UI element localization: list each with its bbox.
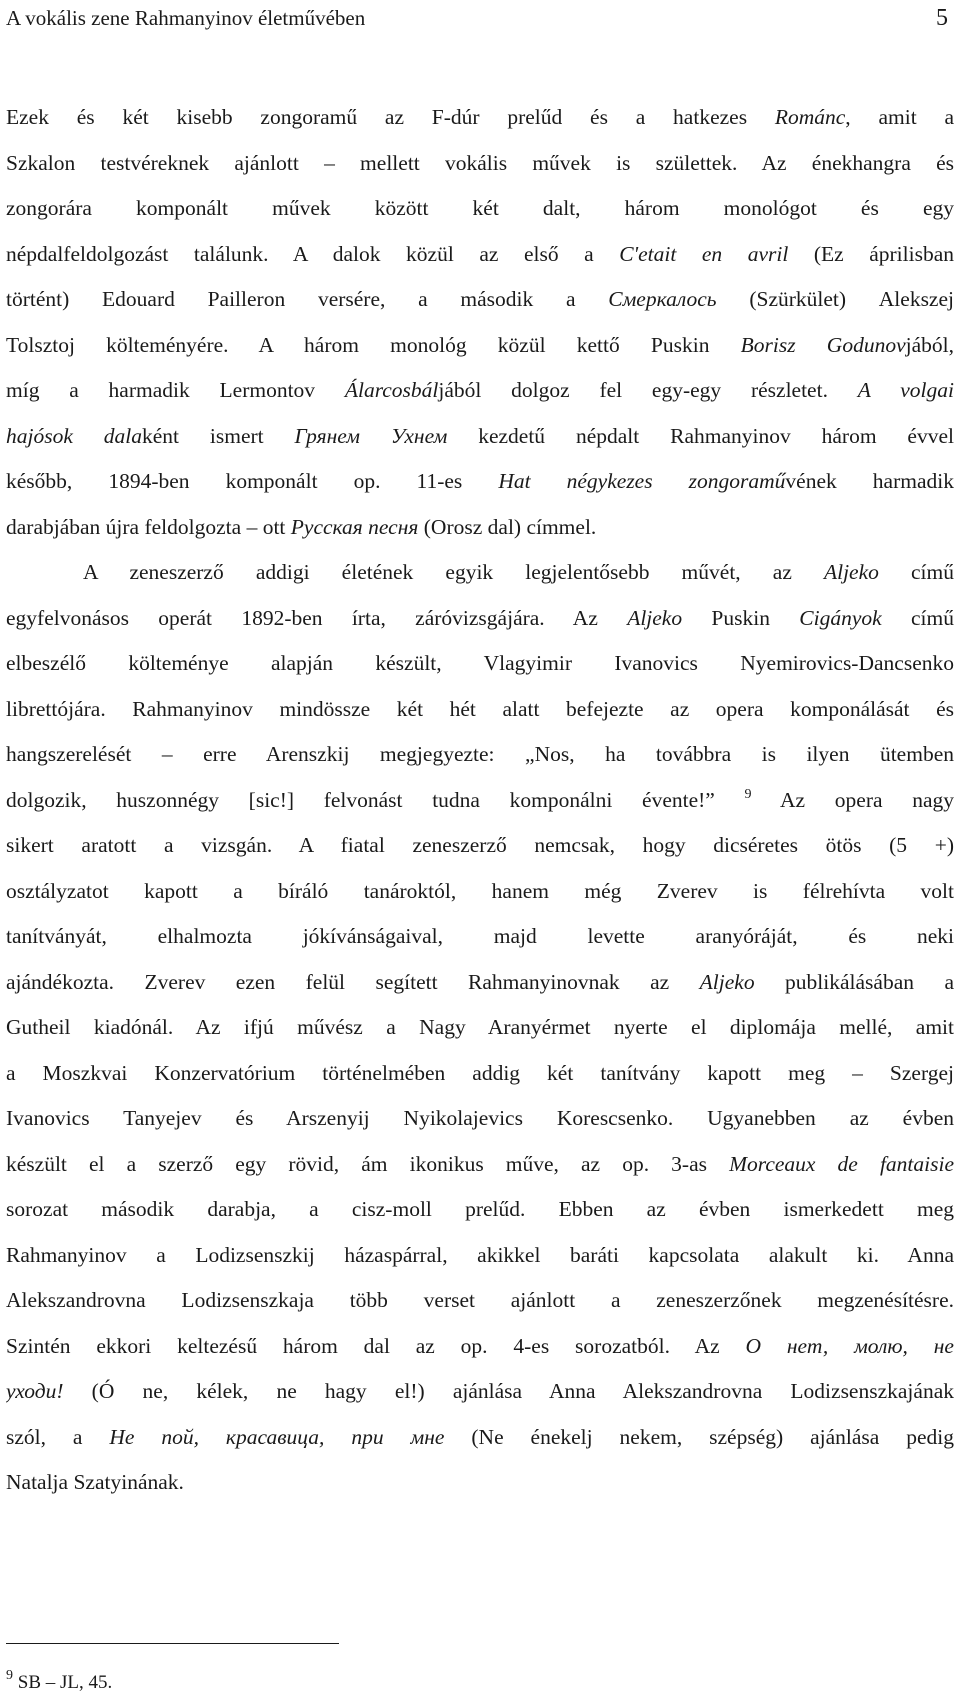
italic-title: Не пой, красавица, при мне — [109, 1424, 445, 1449]
text-run: Szkalon testvéreknek ajánlott – mellett vokális művek is születtek. Az énekhangra és — [6, 150, 954, 175]
text-run: zongorára komponált művek között két dalt, három monológot és egy — [6, 196, 954, 220]
text-line — [6, 277, 954, 323]
text-line — [6, 95, 954, 141]
text-line — [6, 960, 954, 1006]
text-line — [6, 414, 954, 460]
text-run: tanítványát, elhalmozta jókívánságaival, majd levette aranyóráját, és neki — [6, 924, 954, 948]
text-run: Gutheil kiadónál. Az ifjú művész a Nagy Aranyérmet nyerte el diplomája mellé, amit — [6, 1015, 954, 1039]
text-run: (Orosz dal) címmel. — [418, 514, 597, 539]
text-run: Natalja Szatyinának. — [6, 1470, 184, 1494]
text-line — [6, 687, 954, 733]
text-run: darabjában újra feldolgozta – ott — [6, 514, 291, 539]
text-run: jából dolgoz fel egy-egy részletet. — [438, 378, 858, 402]
text-run: librettójára. Rahmanyinov mindössze két hét alatt befejezte az opera komponálását és — [6, 696, 954, 721]
text-run: (Ó ne, kélek, ne hagy el!) ajánlása Anna Alekszandrovna Lodizsenszkajának — [63, 1379, 954, 1403]
text-run: (Ne énekelj nekem, szépség) ajánlása pedig — [444, 1424, 954, 1449]
italic-title: Álarcosbál — [344, 378, 439, 402]
text-run: népdalfeldolgozást találunk. A dalok közül az első a — [6, 241, 620, 266]
italic-title: Románc — [774, 105, 846, 129]
text-run: című — [881, 605, 954, 630]
text-line — [6, 732, 954, 778]
italic-title: Aljeko — [823, 560, 879, 584]
italic-title: Aljeko — [699, 969, 755, 994]
footnote — [6, 1670, 112, 1696]
text-run: Puskin — [682, 605, 800, 630]
italic-title: Cigányok — [799, 605, 882, 630]
text-run: Szintén ekkori keltezésű három dal az op. 4-es sorozatból. Az — [6, 1333, 746, 1358]
text-line — [6, 1096, 954, 1142]
text-run: A zeneszerző addigi életének egyik legjelentősebb művét, az — [83, 560, 824, 584]
italic-title: О нет, молю, не — [745, 1333, 954, 1358]
text-run: hangszerelését – erre Arenszkij megjegyezte: „Nos, ha továbbra is ilyen ütemben — [6, 742, 954, 766]
text-line — [6, 1369, 954, 1415]
text-line — [6, 1051, 954, 1097]
running-header-title: A vokális zene Rahmanyinov életművében — [6, 6, 366, 30]
page-number: 5 — [936, 5, 948, 31]
text-line — [6, 505, 954, 551]
text-line — [6, 186, 954, 232]
text-run: sikert aratott a vizsgán. A fiatal zeneszerző nemcsak, hogy dicséretes ötös (5 +) — [6, 833, 954, 857]
text-line — [6, 459, 954, 505]
italic-title: Русская песня — [290, 514, 419, 539]
text-run: osztályzatot kapott a bíráló tanároktól, hanem még Zverev is félrehívta volt — [6, 878, 954, 903]
text-line — [6, 823, 954, 869]
italic-title: C'etait en avril — [619, 241, 789, 266]
text-run: dolgozik, huszonnégy [sic!] felvonást tudna komponálni évente!” — [6, 787, 745, 812]
text-run: Ezek és két kisebb zongoramű az F-dúr prelűd és a hatkezes — [6, 105, 775, 129]
text-run: vének harmadik — [785, 469, 954, 493]
text-run: Ivanovics Tanyejev és Arszenyij Nyikolajevics Korescsenko. Ugyanebben az évben — [6, 1106, 954, 1130]
text-line — [6, 1005, 954, 1051]
text-line — [6, 1142, 954, 1188]
text-line — [6, 323, 954, 369]
text-run: publikálásában a — [754, 969, 954, 994]
italic-title: Aljeko — [627, 605, 683, 630]
italic-title: уходи! — [6, 1379, 64, 1403]
text-line — [6, 1324, 954, 1370]
text-line — [6, 232, 954, 278]
text-run: , amit a — [845, 105, 954, 129]
text-run: Rahmanyinov a Lodizsenszkij házaspárral, akikkel baráti kapcsolata alakult ki. Anna — [6, 1242, 954, 1267]
text-line — [6, 1233, 954, 1279]
text-run: ként ismert — [142, 423, 295, 448]
text-line — [6, 1278, 954, 1324]
text-line — [6, 368, 954, 414]
text-run: szól, a — [6, 1424, 110, 1449]
text-run: Az opera nagy — [751, 787, 954, 812]
text-run: ajándékozta. Zverev ezen felül segített Rahmanyinovnak az — [6, 969, 700, 994]
text-run: történt) Edouard Pailleron versére, a második a — [6, 287, 609, 311]
text-line — [6, 914, 954, 960]
footnote-separator — [6, 1643, 339, 1644]
text-line — [6, 1460, 954, 1506]
body-text — [6, 95, 954, 1506]
text-run: sorozat második darabja, a cisz-moll prelűd. Ebben az évben ismerkedett meg — [6, 1197, 954, 1221]
text-line — [6, 1187, 954, 1233]
text-run: jából, — [905, 332, 954, 357]
text-line — [6, 1415, 954, 1461]
italic-title: Borisz Godunov — [740, 332, 906, 357]
text-run: című — [878, 560, 954, 584]
text-run: (Szürkület) Alekszej — [716, 287, 954, 311]
italic-title: Morceaux de fantaisie — [729, 1151, 954, 1176]
italic-title: hajósok dala — [6, 423, 142, 448]
text-run: egyfelvonásos operát 1892-ben írta, záróvizsgájára. Az — [6, 605, 628, 630]
text-line — [6, 141, 954, 187]
text-line — [6, 550, 954, 596]
text-line — [6, 596, 954, 642]
text-run: később, 1894-ben komponált op. 11-es — [6, 469, 499, 493]
text-line — [6, 869, 954, 915]
text-run: Tolsztoj költeményére. A három monológ közül kettő Puskin — [6, 332, 741, 357]
paragraph — [6, 550, 954, 1506]
text-run: készült el a szerző egy rövid, ám ikonikus műve, az op. 3-as — [6, 1151, 730, 1176]
footnote-reference: 9 — [744, 786, 752, 802]
italic-title: Hat négykezes zongoramű — [498, 469, 786, 493]
italic-title: A volgai — [857, 378, 954, 402]
italic-title: Смеркалось — [608, 287, 717, 311]
text-line — [6, 641, 954, 687]
text-run: kezdetű népdalt Rahmanyinov három évvel — [447, 423, 954, 448]
text-run: Alekszandrovna Lodizsenszkaja több verset ajánlott a zeneszerzőnek megzenésítésre. — [6, 1288, 954, 1312]
text-run: míg a harmadik Lermontov — [6, 378, 345, 402]
text-run: a Moszkvai Konzervatórium történelmében addig két tanítvány kapott meg – Szergej — [6, 1060, 954, 1085]
text-line — [6, 778, 954, 824]
footnote-number: 9 — [6, 1668, 13, 1683]
text-run: elbeszélő költeménye alapján készült, Vlagyimir Ivanovics Nyemirovics-Dancsenko — [6, 651, 954, 675]
running-header — [6, 2, 954, 34]
text-run: (Ez áprilisban — [788, 241, 954, 266]
paragraph — [6, 95, 954, 550]
italic-title: Грянем Ухнем — [294, 423, 448, 448]
footnote-text: SB – JL, 45. — [17, 1672, 113, 1693]
